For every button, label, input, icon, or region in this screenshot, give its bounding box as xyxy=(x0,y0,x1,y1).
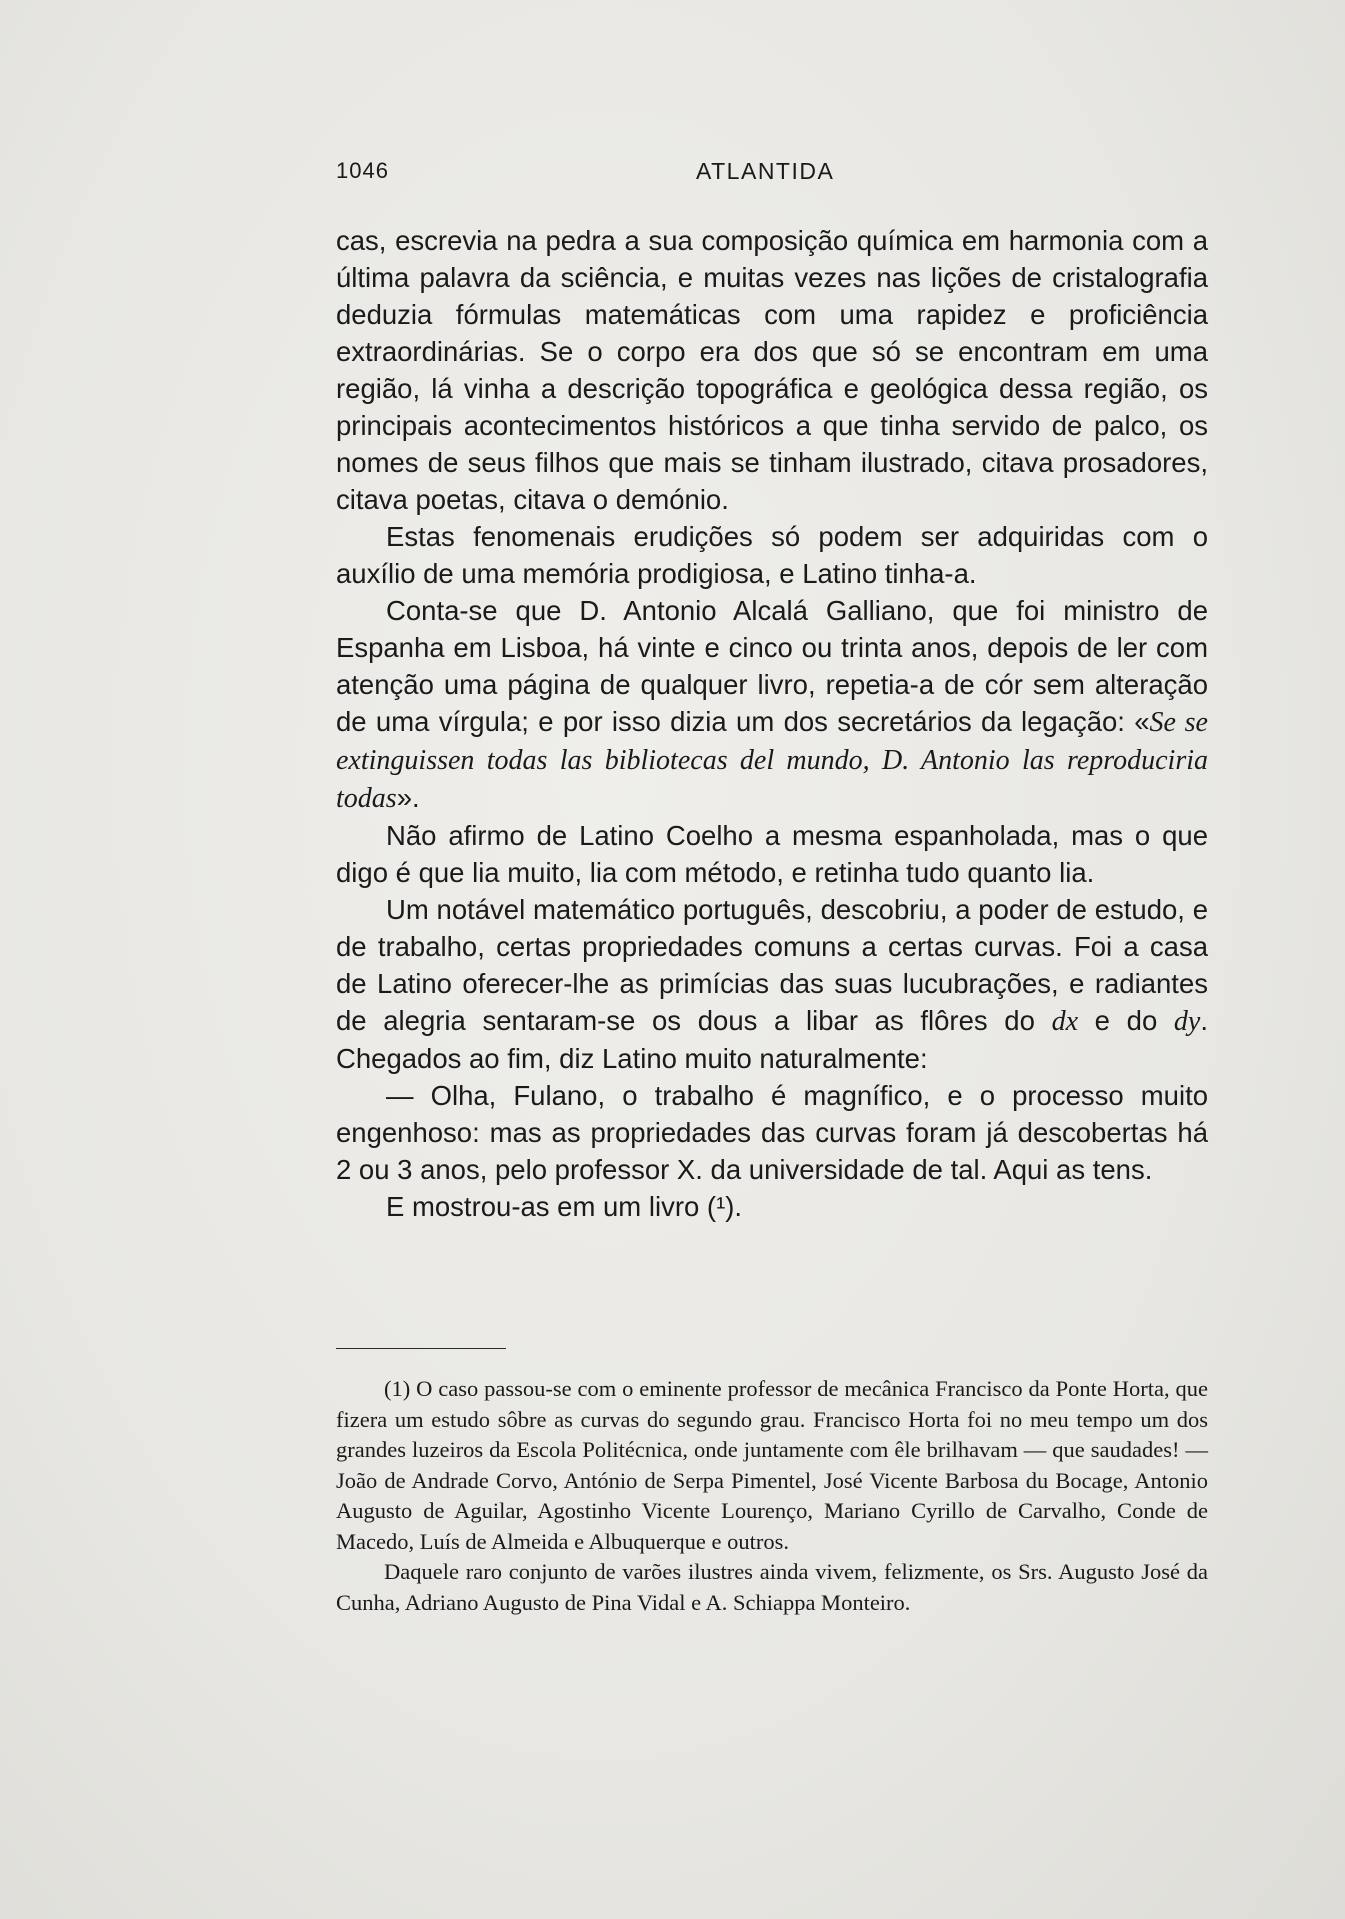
body-text xyxy=(336,222,1208,1225)
paragraph-calculus xyxy=(336,891,1208,1077)
footnotes xyxy=(336,1374,1208,1618)
running-head xyxy=(336,158,1206,194)
paragraph-quote xyxy=(336,592,1208,817)
paragraph-text: e do xyxy=(1078,1005,1174,1036)
footnote-rule xyxy=(336,1348,506,1349)
italic-quote: Se se extinguissen todas las bibliotecas del mundo, D. Antonio las reproduciria todas xyxy=(336,707,1208,814)
running-title: ATLANTIDA xyxy=(696,158,835,184)
dialogue-paragraph: — Olha, Fulano, o trabalho é magnífico, e o processo muito engenhoso: mas as propriedades das curvas foram já descobertas há 2 ou 3 anos, pelo professor X. da universidade de tal. Aqui as tens. xyxy=(336,1080,1208,1185)
italic-dx: dx xyxy=(1051,1006,1078,1037)
paragraph: Estas fenomenais erudições só podem ser adquiridas com o auxílio de uma memória prodigiosa, e Latino tinha-a. xyxy=(336,521,1208,589)
footnote-1: (1) O caso passou-se com o eminente professor de mecânica Francisco da Ponte Horta, que fizera um estudo sôbre as curvas do segundo grau. Francisco Horta foi no meu tempo um dos grandes luzeiros da Escola Politécnica, onde juntamente com êle brilhavam — que saudades! — João de Andrade Corvo, António de Serpa Pimentel, José Vicente Barbosa du Bocage, Antonio Augusto de Aguilar, Agostinho Vicente Lourenço, Mariano Cyrillo de Carvalho, Conde de Macedo, Luís de Almeida e Albuquerque e outros. xyxy=(336,1376,1208,1554)
paragraph-continued: cas, escrevia na pedra a sua composição química em harmonia com a última palavra da sciência, e muitas vezes nas lições de cristalografia deduzia fórmulas matemáticas com uma rapidez e proficiência extraordinárias. Se o corpo era dos que só se encontram em uma região, lá vinha a descrição topográfica e geológica dessa região, os principais acontecimentos históricos a que tinha servido de palco, os nomes de seus filhos que mais se tinham ilustrado, citava prosadores, citava poetas, citava o demónio. xyxy=(336,225,1208,515)
paragraph: E mostrou-as em um livro (¹). xyxy=(386,1191,743,1222)
paragraph-text: . Chegados ao fim, diz Latino muito naturalmente: xyxy=(336,1005,1208,1074)
footnote-1-continued: Daquele raro conjunto de varões ilustres ainda vivem, felizmente, os Srs. Augusto José da Cunha, Adriano Augusto de Pina Vidal e A. Schiappa Monteiro. xyxy=(336,1559,1208,1615)
paragraph-text: Um notável matemático português, descobriu, a poder de estudo, e de trabalho, certas propriedades comuns a certas curvas. Foi a casa de Latino oferecer-lhe as primícias das suas lucubrações, e radiantes de alegria sentaram-se os dous a libar as flôres do xyxy=(336,894,1208,1036)
paragraph-text: Conta-se que D. Antonio Alcalá Galliano, que foi ministro de Espanha em Lisboa, há vinte e cinco ou trinta anos, depois de ler com atenção uma página de qualquer livro, repetia-a de cór sem alteração de uma vírgula; e por isso dizia um dos secretários da legação: « xyxy=(336,595,1208,737)
italic-dy: dy xyxy=(1173,1006,1201,1037)
paragraph-text: ». xyxy=(396,782,420,813)
paragraph: Não afirmo de Latino Coelho a mesma espanholada, mas o que digo é que lia muito, lia com método, e retinha tudo quanto lia. xyxy=(336,820,1208,888)
page-number: 1046 xyxy=(336,158,389,183)
